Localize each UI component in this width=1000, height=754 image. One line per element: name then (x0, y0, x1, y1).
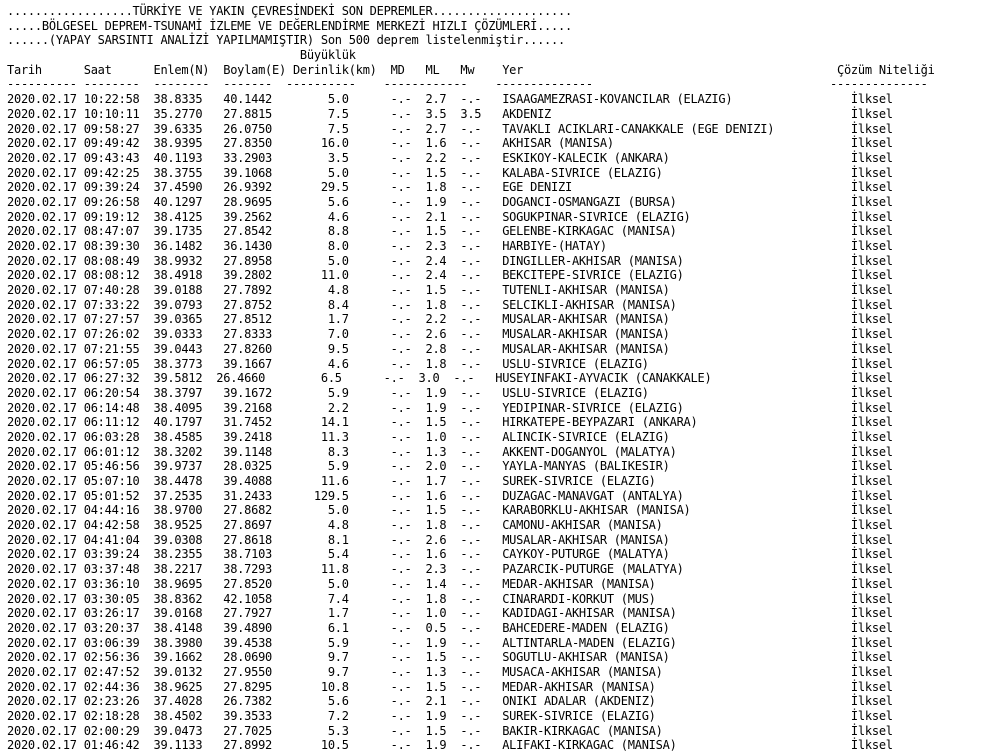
table-row: 2020.02.17 03:39:24 38.2355 38.7103 5.4 -.- 1.6 -.- CAYKOY-PUTURGE (MALATYA) İlksel (7, 547, 893, 562)
table-row: 2020.02.17 03:26:17 39.0168 27.7927 1.7 -.- 1.0 -.- KADIDAGI-AKHISAR (MANISA) İlksel (7, 606, 893, 621)
table-row: 2020.02.17 07:33:22 39.0793 27.8752 8.4 -.- 1.8 -.- SELCIKLI-AKHISAR (MANISA) İlksel (7, 297, 893, 312)
table-row: 2020.02.17 10:22:58 38.8335 40.1442 5.0 -.- 2.7 -.- ISAAGAMEZRASI-KOVANCILAR (ELAZIG) İlksel (7, 92, 893, 107)
table-row: 2020.02.17 09:58:27 39.6335 26.0750 7.5 -.- 2.7 -.- TAVAKLI ACIKLARI-CANAKKALE (EGE DENIZI) İlksel (7, 121, 893, 136)
table-row: 2020.02.17 01:46:42 39.1133 27.8992 10.5 -.- 1.9 -.- ALIFAKI-KIRKAGAC (MANISA) İlksel (7, 738, 893, 753)
table-row: 2020.02.17 08:08:12 38.4918 39.2802 11.0 -.- 2.4 -.- BEKCITEPE-SIVRICE (ELAZIG) İlksel (7, 268, 893, 283)
table-row: 2020.02.17 03:37:48 38.2217 38.7293 11.8 -.- 2.3 -.- PAZARCIK-PUTURGE (MALATYA) İlksel (7, 562, 893, 577)
header-line-center: .....BÖLGESEL DEPREM-TSUNAMİ İZLEME VE DEĞERLENDİRME MERKEZİ HIZLI ÇÖZÜMLERİ..... (7, 18, 572, 33)
table-row: 2020.02.17 02:56:36 39.1662 28.0690 9.7 -.- 1.5 -.- SOGUTLU-AKHISAR (MANISA) İlksel (7, 650, 893, 665)
table-row: 2020.02.17 04:41:04 39.0308 27.8618 8.1 -.- 2.6 -.- MUSALAR-AKHISAR (MANISA) İlksel (7, 532, 893, 547)
table-row: 2020.02.17 04:44:16 38.9700 27.8682 5.0 -.- 1.5 -.- KARABORKLU-AKHISAR (MANISA) İlksel (7, 503, 893, 518)
table-row: 2020.02.17 03:20:37 38.4148 39.4890 6.1 -.- 0.5 -.- BAHCEDERE-MADEN (ELAZIG) İlksel (7, 620, 893, 635)
table-row: 2020.02.17 03:30:05 38.8362 42.1058 7.4 -.- 1.8 -.- CINARARDI-KORKUT (MUS) İlksel (7, 591, 893, 606)
table-row: 2020.02.17 09:39:24 37.4590 26.9392 29.5 -.- 1.8 -.- EGE DENIZI İlksel (7, 180, 893, 195)
table-row: 2020.02.17 06:57:05 38.3773 39.1667 4.6 -.- 1.8 -.- USLU-SIVRICE (ELAZIG) İlksel (7, 356, 893, 371)
table-row: 2020.02.17 08:47:07 39.1735 27.8542 8.8 -.- 1.5 -.- GELENBE-KIRKAGAC (MANISA) İlksel (7, 224, 893, 239)
table-row: 2020.02.17 02:47:52 39.0132 27.9550 9.7 -.- 1.3 -.- MUSACA-AKHISAR (MANISA) İlksel (7, 664, 893, 679)
column-separator: ---------- -------- -------- ------- ---------- ------------ -------------- -------------- (7, 77, 928, 92)
table-row: 2020.02.17 05:46:56 39.9737 28.0325 5.9 -.- 2.0 -.- YAYLA-MANYAS (BALIKESIR) İlksel (7, 459, 893, 474)
table-row: 2020.02.17 10:10:11 35.2770 27.8815 7.5 -.- 3.5 3.5 AKDENIZ İlksel (7, 106, 893, 121)
table-row: 2020.02.17 07:26:02 39.0333 27.8333 7.0 -.- 2.6 -.- MUSALAR-AKHISAR (MANISA) İlksel (7, 327, 893, 342)
table-row: 2020.02.17 09:49:42 38.9395 27.8350 16.0 -.- 1.6 -.- AKHISAR (MANISA) İlksel (7, 136, 893, 151)
table-row: 2020.02.17 02:00:29 39.0473 27.7025 5.3 -.- 1.5 -.- BAKIR-KIRKAGAC (MANISA) İlksel (7, 723, 893, 738)
table-row: 2020.02.17 04:42:58 38.9525 27.8697 4.8 -.- 1.8 -.- CAMONU-AKHISAR (MANISA) İlksel (7, 518, 893, 533)
table-row: 2020.02.17 02:18:28 38.4502 39.3533 7.2 -.- 1.9 -.- SUREK-SIVRICE (ELAZIG) İlksel (7, 709, 893, 723)
table-row: 2020.02.17 05:01:52 37.2535 31.2433 129.5 -.- 1.6 -.- DUZAGAC-MANAVGAT (ANTALYA) İlksel (7, 488, 893, 503)
table-row: 2020.02.17 07:40:28 39.0188 27.7892 4.8 -.- 1.5 -.- TUTENLI-AKHISAR (MANISA) İlksel (7, 283, 893, 298)
column-headers: Tarih Saat Enlem(N) Boylam(E) Derinlik(km) MD ML Mw Yer Çözüm Niteliği (7, 62, 935, 77)
table-row: 2020.02.17 08:39:30 36.1482 36.1430 8.0 -.- 2.3 -.- HARBIYE-(HATAY) İlksel (7, 239, 893, 253)
table-row: 2020.02.17 06:11:12 40.1797 31.7452 14.1 -.- 1.5 -.- HIRKATEPE-BEYPAZARI (ANKARA) İlksel (7, 415, 893, 430)
table-row: 2020.02.17 02:44:36 38.9625 27.8295 10.8 -.- 1.5 -.- MEDAR-AKHISAR (MANISA) İlksel (7, 679, 893, 694)
table-row: 2020.02.17 02:23:26 37.4028 26.7382 5.6 -.- 2.1 -.- ONIKI ADALAR (AKDENIZ) İlksel (7, 694, 893, 709)
table-row: 2020.02.17 09:43:43 40.1193 33.2903 3.5 -.- 2.2 -.- ESKIKOY-KALECIK (ANKARA) İlksel (7, 150, 893, 165)
header-line-title: ..................TÜRKİYE VE YAKIN ÇEVRESİNDEKİ SON DEPREMLER.................... (7, 4, 572, 18)
table-row: 2020.02.17 06:01:12 38.3202 39.1148 8.3 -.- 1.3 -.- AKKENT-DOGANYOL (MALATYA) İlksel (7, 444, 893, 459)
table-row: 2020.02.17 07:21:55 39.0443 27.8260 9.5 -.- 2.8 -.- MUSALAR-AKHISAR (MANISA) İlksel (7, 341, 893, 356)
table-row: 2020.02.17 06:27:32 39.5812 26.4660 6.5 -.- 3.0 -.- HUSEYINFAKI-AYVACIK (CANAKKALE) İlksel (7, 371, 893, 386)
table-row: 2020.02.17 07:27:57 39.0365 27.8512 1.7 -.- 2.2 -.- MUSALAR-AKHISAR (MANISA) İlksel (7, 312, 893, 327)
table-row: 2020.02.17 06:20:54 38.3797 39.1672 5.9 -.- 1.9 -.- USLU-SIVRICE (ELAZIG) İlksel (7, 385, 893, 400)
table-row: 2020.02.17 05:07:10 38.4478 39.4088 11.6 -.- 1.7 -.- SUREK-SIVRICE (ELAZIG) İlksel (7, 474, 893, 488)
table-row: 2020.02.17 09:26:58 40.1297 28.9695 5.6 -.- 1.9 -.- DOGANCI-OSMANGAZI (BURSA) İlksel (7, 194, 893, 209)
header-line-note: ......(YAPAY SARSINTI ANALİZİ YAPILMAMIŞTIR) Son 500 deprem listelenmiştir...... (7, 33, 565, 48)
table-row: 2020.02.17 03:36:10 38.9695 27.8520 5.0 -.- 1.4 -.- MEDAR-AKHISAR (MANISA) İlksel (7, 576, 893, 591)
table-row: 2020.02.17 06:03:28 38.4585 39.2418 11.3 -.- 1.0 -.- ALINCIK-SIVRICE (ELAZIG) İlksel (7, 429, 893, 444)
table-row: 2020.02.17 09:19:12 38.4125 39.2562 4.6 -.- 2.1 -.- SOGUKPINAR-SIVRICE (ELAZIG) İlksel (7, 209, 893, 224)
table-row: 2020.02.17 09:42:25 38.3755 39.1068 5.0 -.- 1.5 -.- KALABA-SIVRICE (ELAZIG) İlksel (7, 165, 893, 180)
header-line-magnitude: Büyüklük (7, 48, 356, 63)
table-row: 2020.02.17 03:06:39 38.3980 39.4538 5.9 -.- 1.9 -.- ALTINTARLA-MADEN (ELAZIG) İlksel (7, 635, 893, 650)
table-row: 2020.02.17 06:14:48 38.4095 39.2168 2.2 -.- 1.9 -.- YEDIPINAR-SIVRICE (ELAZIG) İlksel (7, 400, 893, 415)
table-row: 2020.02.17 08:08:49 38.9932 27.8958 5.0 -.- 2.4 -.- DINGILLER-AKHISAR (MANISA) İlksel (7, 253, 893, 268)
